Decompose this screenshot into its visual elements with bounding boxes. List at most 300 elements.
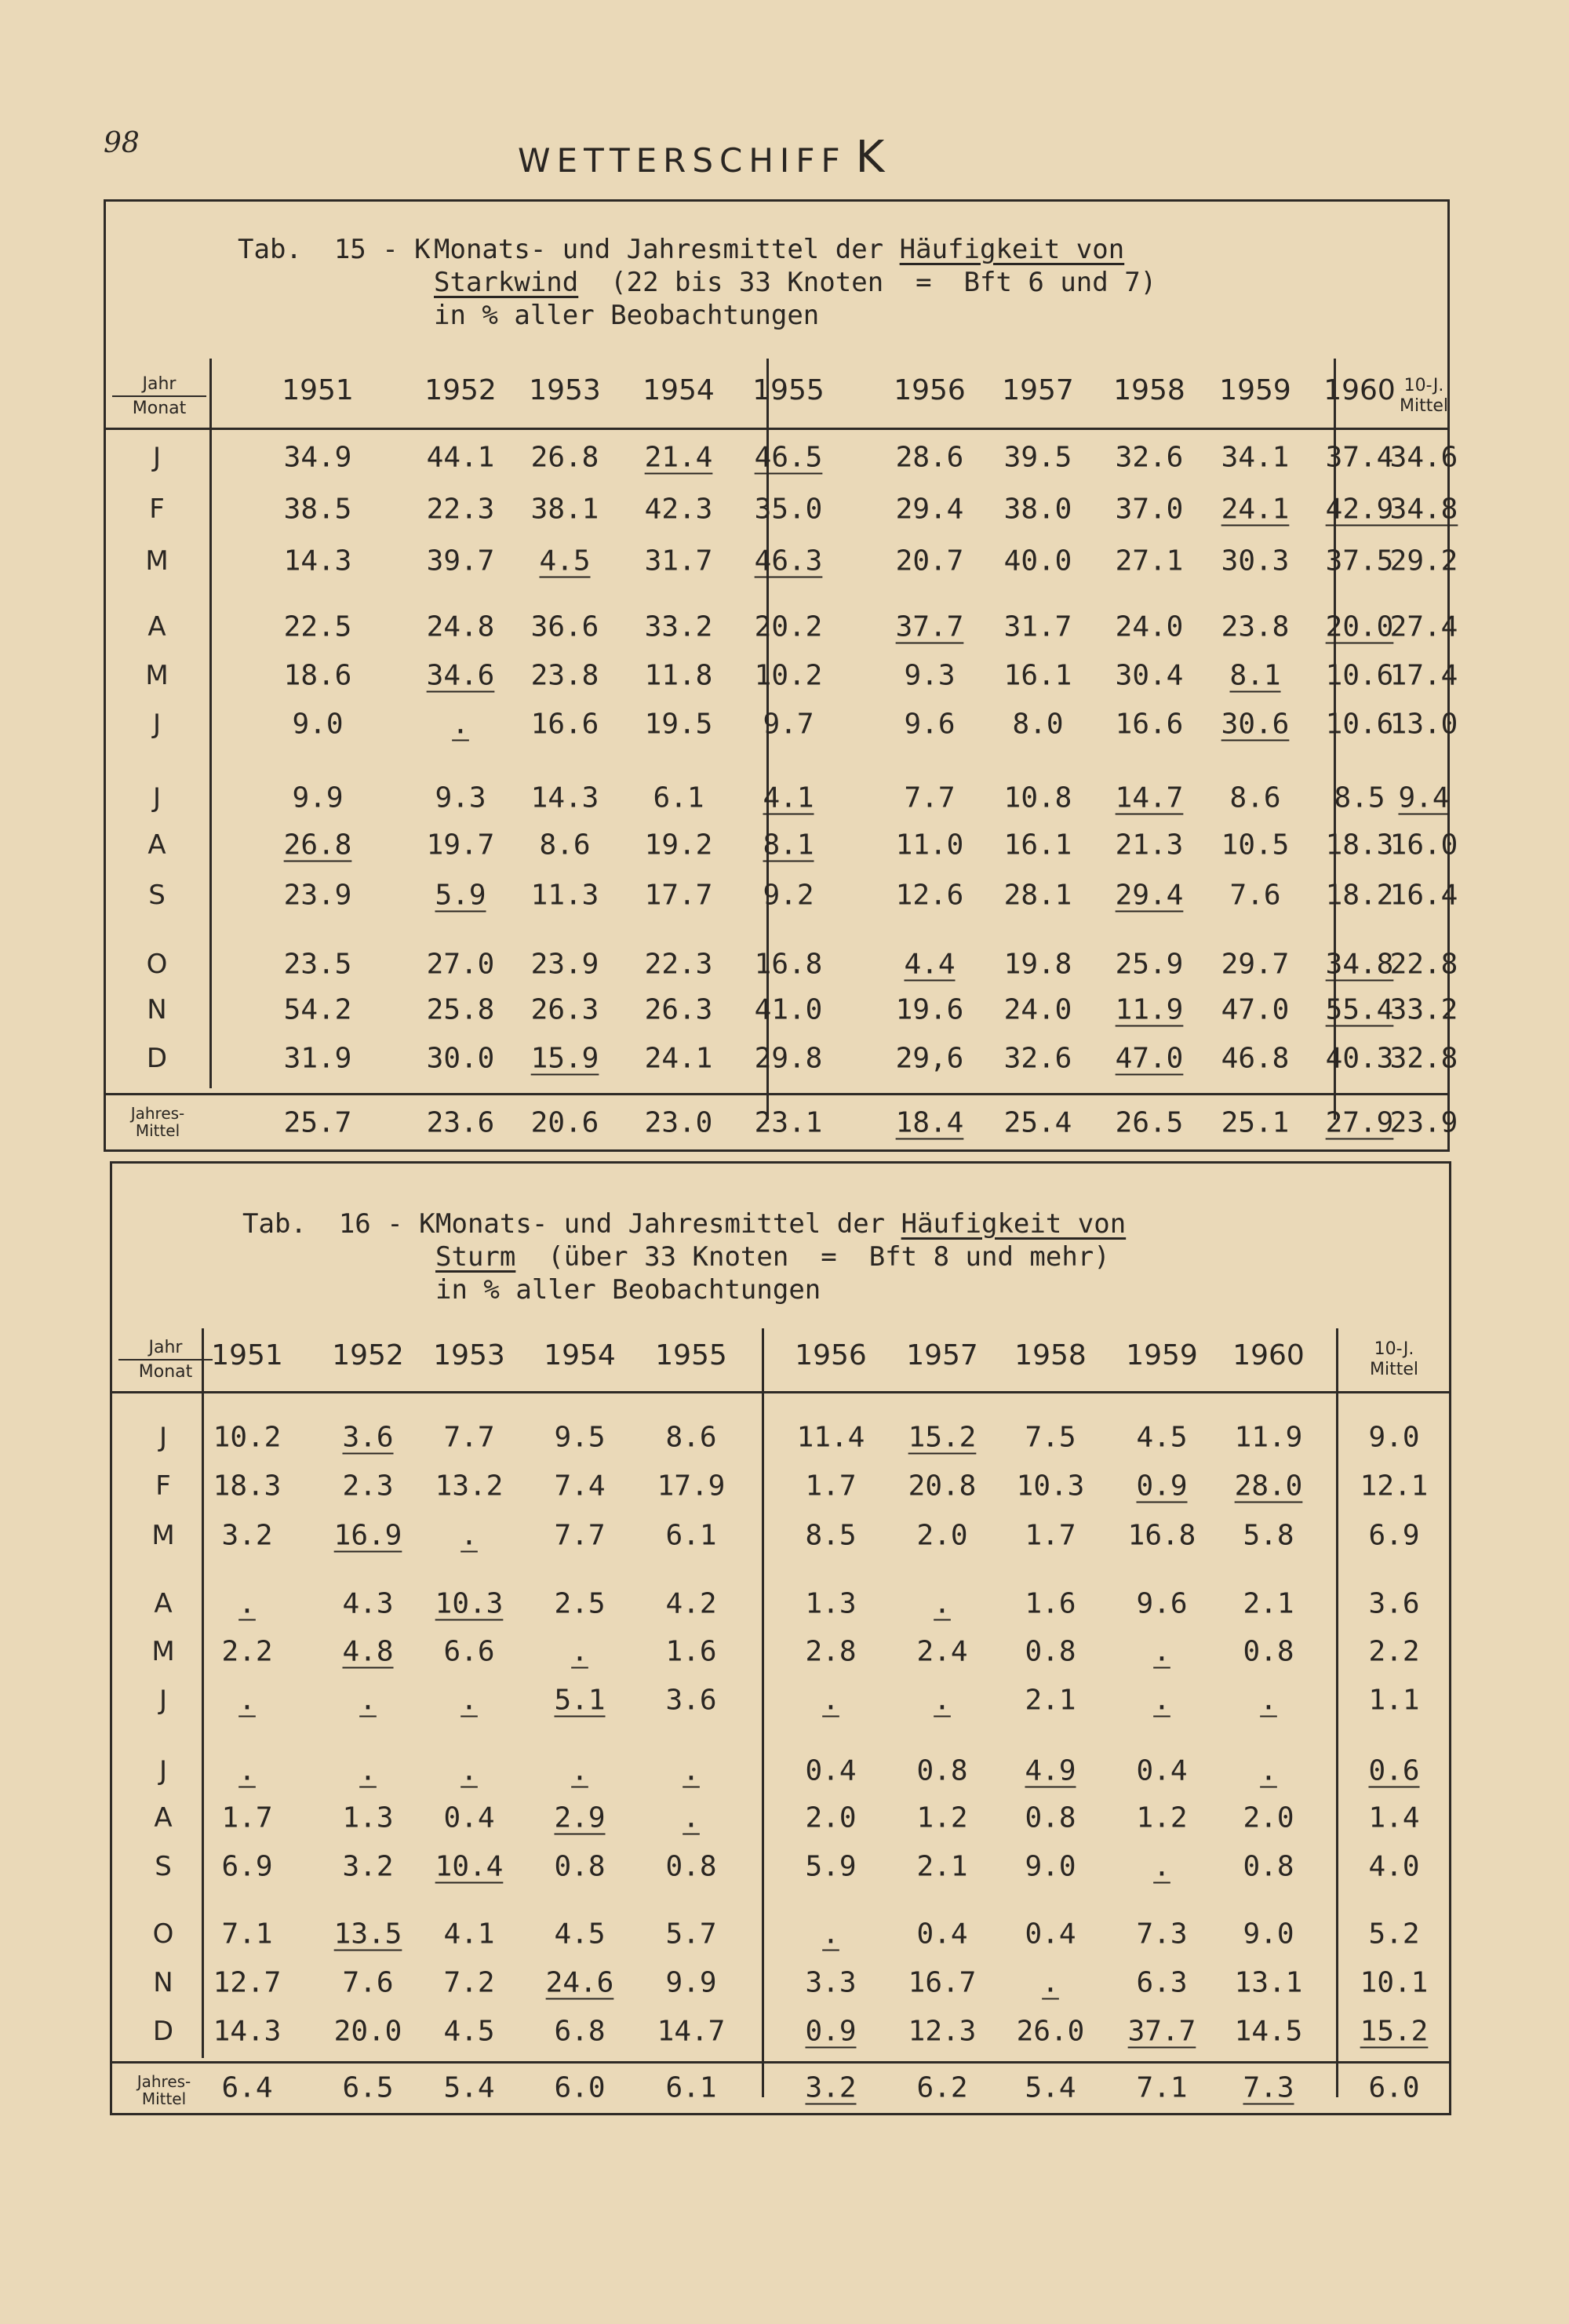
data-cell: 4.8	[342, 1635, 394, 1668]
page-number: 98	[104, 127, 140, 159]
data-cell: 29.7	[1221, 948, 1290, 981]
data-cell: 2.9	[554, 1801, 606, 1834]
data-cell: 23.9	[530, 948, 599, 981]
data-cell: 36.6	[530, 610, 599, 643]
data-cell: 9.3	[904, 659, 956, 692]
annual-mean-cell: 6.0	[554, 2071, 606, 2104]
table-caption-text	[435, 1208, 1126, 1306]
caption-line-1	[435, 1208, 1126, 1240]
annual-mean-label-2: Mittel	[135, 1121, 180, 1140]
data-cell: 6.6	[443, 1635, 495, 1668]
annual-mean-cell: 3.2	[805, 2071, 857, 2104]
data-cell: 34.6	[426, 659, 495, 692]
data-cell: 6.8	[554, 2015, 606, 2048]
data-cell: .	[934, 1684, 951, 1717]
table-16-sturm	[110, 1161, 1451, 2115]
data-cell: 9.7	[763, 708, 814, 741]
header-corner	[112, 374, 206, 418]
data-cell: 8.0	[1012, 708, 1064, 741]
data-cell: 11.9	[1234, 1421, 1303, 1454]
data-cell: 16.8	[754, 948, 823, 981]
data-cell: 3.6	[665, 1684, 717, 1717]
data-cell: 19.6	[895, 993, 964, 1026]
month-label: J	[158, 1685, 168, 1716]
data-cell: 37.7	[895, 610, 964, 643]
data-cell: 4.1	[443, 1918, 495, 1951]
corner-label-year: Jahr	[112, 374, 206, 397]
data-cell: 20.0	[333, 2015, 402, 2048]
data-cell: 2.0	[916, 1519, 968, 1552]
data-cell: 29.4	[895, 493, 964, 526]
month-label: D	[146, 1043, 168, 1074]
data-cell: 1.2	[916, 1801, 968, 1834]
data-cell: 26.3	[530, 993, 599, 1026]
data-cell: 2.1	[916, 1850, 968, 1883]
data-cell: .	[461, 1754, 478, 1787]
data-cell: 24.0	[1003, 993, 1072, 1026]
data-cell: 22.3	[644, 948, 713, 981]
data-cell: 2.0	[1243, 1801, 1294, 1834]
mean-header	[1400, 376, 1448, 417]
data-cell: 22.3	[426, 493, 495, 526]
data-cell: .	[683, 1754, 700, 1787]
data-cell: 42.9	[1325, 493, 1394, 526]
data-cell: 10.4	[435, 1850, 504, 1883]
year-header: 1960	[1323, 374, 1396, 406]
month-label: O	[152, 1918, 174, 1950]
data-cell: 40.0	[1003, 545, 1072, 577]
data-cell: 31.7	[644, 545, 713, 577]
data-cell: 2.0	[805, 1801, 857, 1834]
data-cell: 29,6	[895, 1042, 964, 1075]
data-cell: .	[452, 708, 469, 741]
data-cell: 14.3	[213, 2015, 282, 2048]
year-header: 1951	[282, 374, 354, 406]
annual-mean-cell: 6.4	[221, 2071, 273, 2104]
data-cell: 0.4	[916, 1918, 968, 1951]
data-cell: 7.7	[904, 781, 956, 814]
data-cell: 2.8	[805, 1635, 857, 1668]
data-cell: .	[238, 1754, 256, 1787]
data-cell: 12.1	[1360, 1470, 1429, 1503]
data-cell: 24.0	[1115, 610, 1184, 643]
data-cell: 0.4	[805, 1754, 857, 1787]
data-cell: 19.7	[426, 829, 495, 861]
month-label: J	[152, 708, 162, 740]
caption-line-2	[435, 1240, 1126, 1273]
data-cell: 29.4	[1115, 879, 1184, 912]
data-cell: 14.3	[530, 781, 599, 814]
column-divider	[1336, 1328, 1338, 2097]
column-divider	[762, 1328, 764, 2097]
caption-line-2-underlined: Starkwind	[434, 267, 579, 298]
data-cell: 8.5	[805, 1519, 857, 1552]
month-label: M	[151, 1636, 175, 1667]
data-cell: 1.4	[1368, 1801, 1420, 1834]
table-caption-text	[434, 233, 1156, 332]
data-cell: 15.9	[530, 1042, 599, 1075]
month-label: M	[145, 660, 169, 691]
caption-line-1-text: Monats- und Jahresmittel der	[434, 234, 900, 265]
data-cell: 24.1	[644, 1042, 713, 1075]
data-cell: 15.2	[1360, 2015, 1429, 2048]
data-cell: 16.7	[908, 1966, 977, 1999]
data-cell: 0.8	[916, 1754, 968, 1787]
data-cell: 46.5	[754, 441, 823, 474]
data-cell: 25.9	[1115, 948, 1184, 981]
corner-label-month: Monat	[138, 1362, 193, 1382]
data-cell: 32.6	[1115, 441, 1184, 474]
annual-mean-cell: 5.4	[443, 2071, 495, 2104]
year-header: 1953	[433, 1339, 505, 1371]
data-cell: 13.0	[1389, 708, 1458, 741]
month-label: J	[158, 1755, 168, 1787]
data-cell: 0.4	[1136, 1754, 1188, 1787]
data-cell: 39.5	[1003, 441, 1072, 474]
data-cell: 9.0	[1368, 1421, 1420, 1454]
data-cell: 7.2	[443, 1966, 495, 1999]
data-cell: 24.8	[426, 610, 495, 643]
annual-mean-cell: 25.7	[283, 1106, 352, 1139]
data-cell: 32.8	[1389, 1042, 1458, 1075]
data-cell: 7.7	[554, 1519, 606, 1552]
data-cell: 20.2	[754, 610, 823, 643]
annual-mean-cell: 23.1	[754, 1106, 823, 1139]
data-cell: 0.8	[1025, 1801, 1076, 1834]
caption-line-3: in % aller Beobachtungen	[435, 1274, 821, 1306]
data-cell: .	[1260, 1684, 1277, 1717]
data-cell: 6.9	[221, 1850, 273, 1883]
data-cell: 32.6	[1003, 1042, 1072, 1075]
annual-mean-label-1: Jahres-	[137, 2072, 191, 2091]
table-15-starkwind	[104, 199, 1458, 1152]
data-cell: .	[1153, 1635, 1170, 1668]
annual-mean-cell: 27.9	[1325, 1106, 1394, 1139]
data-cell: 0.8	[1025, 1635, 1076, 1668]
year-header: 1957	[1002, 374, 1074, 406]
data-cell: 21.3	[1115, 829, 1184, 861]
data-cell: 0.9	[1136, 1470, 1188, 1503]
caption-line-1-text: Monats- und Jahresmittel der	[435, 1208, 901, 1240]
data-cell: .	[359, 1754, 377, 1787]
data-cell: 5.9	[435, 879, 486, 912]
data-cell: 4.0	[1368, 1850, 1420, 1883]
data-cell: 1.7	[805, 1470, 857, 1503]
table-label: Tab. 16 - K	[242, 1208, 435, 1240]
data-cell: 12.3	[908, 2015, 977, 2048]
data-cell: 17.4	[1389, 659, 1458, 692]
annual-mean-cell: 18.4	[895, 1106, 964, 1139]
data-cell: 16.4	[1389, 879, 1458, 912]
month-label: N	[153, 1967, 173, 1998]
annual-mean-label	[117, 2073, 211, 2107]
data-cell: 34.9	[283, 441, 352, 474]
data-cell: .	[822, 1918, 839, 1951]
table-header-row	[106, 366, 1447, 430]
data-cell: 10.2	[754, 659, 823, 692]
data-cell: 3.2	[342, 1850, 394, 1883]
data-cell: 10.3	[1016, 1470, 1085, 1503]
data-cell: 26.3	[644, 993, 713, 1026]
month-label: F	[155, 1470, 171, 1502]
year-header: 1956	[894, 374, 966, 406]
data-cell: 29.2	[1389, 545, 1458, 577]
data-cell: 19.8	[1003, 948, 1072, 981]
data-cell: .	[461, 1684, 478, 1717]
data-cell: 23.9	[283, 879, 352, 912]
year-header: 1956	[795, 1339, 867, 1371]
annual-mean-cell: 6.2	[916, 2071, 968, 2104]
data-cell: 47.0	[1115, 1042, 1184, 1075]
mean-header	[1370, 1339, 1418, 1380]
data-cell: 37.0	[1115, 493, 1184, 526]
data-cell: 28.1	[1003, 879, 1072, 912]
data-cell: 20.0	[1325, 610, 1394, 643]
data-cell: 22.8	[1389, 948, 1458, 981]
data-cell: 28.6	[895, 441, 964, 474]
data-cell: 4.9	[1025, 1754, 1076, 1787]
data-cell: 2.4	[916, 1635, 968, 1668]
data-cell: 1.2	[1136, 1801, 1188, 1834]
month-label: M	[151, 1520, 175, 1551]
column-divider	[209, 359, 212, 1088]
data-cell: 7.5	[1025, 1421, 1076, 1454]
month-label: A	[154, 1802, 173, 1834]
data-cell: 9.6	[904, 708, 956, 741]
caption-line-2	[434, 266, 1156, 299]
mean-header-line-1: 10-J.	[1403, 376, 1444, 395]
data-cell: .	[1260, 1754, 1277, 1787]
data-cell: 15.2	[908, 1421, 977, 1454]
data-cell: 9.0	[1025, 1850, 1076, 1883]
annual-mean-cell: 25.4	[1003, 1106, 1072, 1139]
table-caption	[242, 1208, 1341, 1310]
data-cell: 9.6	[1136, 1587, 1188, 1620]
data-cell: 23.8	[530, 659, 599, 692]
data-cell: 42.3	[644, 493, 713, 526]
data-cell: 10.6	[1325, 659, 1394, 692]
data-cell: 23.5	[283, 948, 352, 981]
data-cell: 30.3	[1221, 545, 1290, 577]
data-cell: 10.2	[213, 1421, 282, 1454]
data-cell: 17.7	[644, 879, 713, 912]
caption-line-3: in % aller Beobachtungen	[434, 300, 820, 331]
data-cell: .	[359, 1684, 377, 1717]
data-cell: 6.1	[665, 1519, 717, 1552]
data-cell: 2.2	[221, 1635, 273, 1668]
data-cell: 0.4	[443, 1801, 495, 1834]
data-cell: 26.8	[283, 829, 352, 861]
data-cell: 2.2	[1368, 1635, 1420, 1668]
data-cell: 9.2	[763, 879, 814, 912]
mean-header-line-1: 10-J.	[1374, 1339, 1414, 1359]
data-cell: 0.8	[665, 1850, 717, 1883]
data-cell: 34.8	[1325, 948, 1394, 981]
data-cell: 4.2	[665, 1587, 717, 1620]
caption-line-2-text: (über 33 Knoten = Bft 8 und mehr)	[515, 1241, 1110, 1273]
data-cell: 6.9	[1368, 1519, 1420, 1552]
data-cell: 7.1	[221, 1918, 273, 1951]
data-cell: 6.3	[1136, 1966, 1188, 1999]
data-cell: 10.5	[1221, 829, 1290, 861]
annual-mean-cell: 23.9	[1389, 1106, 1458, 1139]
data-cell: 4.3	[342, 1587, 394, 1620]
data-cell: 7.6	[342, 1966, 394, 1999]
running-head-title: WETTERSCHIFF	[518, 141, 846, 180]
annual-mean-cell: 23.0	[644, 1106, 713, 1139]
data-cell: .	[238, 1684, 256, 1717]
data-cell: 54.2	[283, 993, 352, 1026]
data-cell: 9.9	[292, 781, 344, 814]
year-header: 1952	[332, 1339, 404, 1371]
corner-label-month: Monat	[132, 399, 187, 418]
annual-mean-cell: 26.5	[1115, 1106, 1184, 1139]
table-header-row	[112, 1330, 1449, 1393]
running-head-letter: K	[855, 132, 885, 183]
data-cell: 31.9	[283, 1042, 352, 1075]
annual-mean-cell: 5.4	[1025, 2071, 1076, 2104]
annual-mean-label	[111, 1105, 205, 1139]
data-cell: 4.1	[763, 781, 814, 814]
year-header: 1952	[424, 374, 497, 406]
data-cell: 55.4	[1325, 993, 1394, 1026]
annual-mean-cell: 7.1	[1136, 2071, 1188, 2104]
data-cell: 8.6	[539, 829, 591, 861]
month-label: S	[155, 1851, 172, 1882]
year-header: 1954	[643, 374, 715, 406]
month-label: M	[145, 545, 169, 577]
month-label: A	[147, 611, 166, 643]
data-cell: 11.4	[796, 1421, 865, 1454]
data-cell: 9.5	[554, 1421, 606, 1454]
data-cell: 0.9	[805, 2015, 857, 2048]
data-cell: 9.4	[1398, 781, 1450, 814]
year-header: 1960	[1232, 1339, 1305, 1371]
data-cell: 40.3	[1325, 1042, 1394, 1075]
year-header: 1959	[1126, 1339, 1198, 1371]
data-cell: 13.1	[1234, 1966, 1303, 1999]
data-cell: 26.8	[530, 441, 599, 474]
data-cell: 3.6	[1368, 1587, 1420, 1620]
data-cell: 5.7	[665, 1918, 717, 1951]
data-cell: 0.4	[1025, 1918, 1076, 1951]
data-cell: .	[1042, 1966, 1059, 1999]
data-cell: 2.1	[1243, 1587, 1294, 1620]
data-cell: 11.9	[1115, 993, 1184, 1026]
data-cell: 10.3	[435, 1587, 504, 1620]
data-cell: 14.5	[1234, 2015, 1303, 2048]
data-cell: 19.5	[644, 708, 713, 741]
annual-mean-cell: 6.1	[665, 2071, 717, 2104]
data-cell: 1.3	[342, 1801, 394, 1834]
data-cell: .	[1153, 1684, 1170, 1717]
data-cell: 2.3	[342, 1470, 394, 1503]
year-header: 1958	[1014, 1339, 1087, 1371]
data-cell: 13.2	[435, 1470, 504, 1503]
month-label: S	[148, 880, 166, 911]
data-cell: 3.6	[342, 1421, 394, 1454]
data-cell: 34.1	[1221, 441, 1290, 474]
data-cell: 16.6	[1115, 708, 1184, 741]
data-cell: 37.5	[1325, 545, 1394, 577]
data-cell: 27.4	[1389, 610, 1458, 643]
data-cell: 34.6	[1389, 441, 1458, 474]
year-header: 1951	[211, 1339, 283, 1371]
data-cell: 2.5	[554, 1587, 606, 1620]
data-cell: 6.1	[653, 781, 704, 814]
data-cell: 38.5	[283, 493, 352, 526]
data-cell: 18.3	[213, 1470, 282, 1503]
data-cell: 18.3	[1325, 829, 1394, 861]
data-cell: 24.1	[1221, 493, 1290, 526]
caption-line-1-underlined: Häufigkeit von	[901, 1208, 1127, 1240]
month-label: A	[154, 1588, 173, 1619]
data-cell: 26.0	[1016, 2015, 1085, 2048]
data-cell: 19.2	[644, 829, 713, 861]
month-label: F	[149, 494, 165, 525]
data-cell: 12.7	[213, 1966, 282, 1999]
data-cell: 1.6	[1025, 1587, 1076, 1620]
data-cell: 7.6	[1229, 879, 1281, 912]
data-cell: 14.7	[1115, 781, 1184, 814]
data-cell: 1.1	[1368, 1684, 1420, 1717]
month-label: O	[146, 949, 168, 980]
data-cell: 1.7	[221, 1801, 273, 1834]
data-cell: 11.3	[530, 879, 599, 912]
caption-line-2-underlined: Sturm	[435, 1241, 516, 1273]
data-cell: 20.8	[908, 1470, 977, 1503]
data-cell: 30.0	[426, 1042, 495, 1075]
data-cell: 24.6	[545, 1966, 614, 1999]
data-cell: 47.0	[1221, 993, 1290, 1026]
data-cell: 39.7	[426, 545, 495, 577]
data-cell: 17.9	[657, 1470, 726, 1503]
data-cell: 14.3	[283, 545, 352, 577]
table-label: Tab. 15 - K	[238, 234, 431, 265]
data-cell: .	[934, 1587, 951, 1620]
data-cell: 3.2	[221, 1519, 273, 1552]
data-cell: 2.1	[1025, 1684, 1076, 1717]
month-label: D	[152, 2016, 174, 2047]
data-cell: 18.2	[1325, 879, 1394, 912]
data-cell: 11.8	[644, 659, 713, 692]
data-cell: 22.5	[283, 610, 352, 643]
data-cell: 0.8	[554, 1850, 606, 1883]
data-cell: 4.5	[539, 545, 591, 577]
caption-line-2-text: (22 bis 33 Knoten = Bft 6 und 7)	[578, 267, 1157, 298]
year-header: 1958	[1113, 374, 1185, 406]
data-cell: 12.6	[895, 879, 964, 912]
mean-header-line-2: Mittel	[1400, 396, 1448, 416]
data-cell: 1.7	[1025, 1519, 1076, 1552]
data-cell: 28.0	[1234, 1470, 1303, 1503]
annual-mean-label-1: Jahres-	[130, 1104, 185, 1123]
data-cell: 34.8	[1389, 493, 1458, 526]
data-cell: .	[683, 1801, 700, 1834]
data-cell: 5.2	[1368, 1918, 1420, 1951]
mean-header-line-2: Mittel	[1370, 1360, 1418, 1379]
data-cell: 9.9	[665, 1966, 717, 1999]
data-cell: 30.6	[1221, 708, 1290, 741]
running-head	[518, 132, 884, 183]
data-cell: 16.8	[1127, 1519, 1196, 1552]
data-cell: 3.3	[805, 1966, 857, 1999]
data-cell: 8.5	[1334, 781, 1385, 814]
data-cell: 23.8	[1221, 610, 1290, 643]
table-caption	[238, 233, 1336, 335]
data-cell: 1.6	[665, 1635, 717, 1668]
data-cell: 16.9	[333, 1519, 402, 1552]
